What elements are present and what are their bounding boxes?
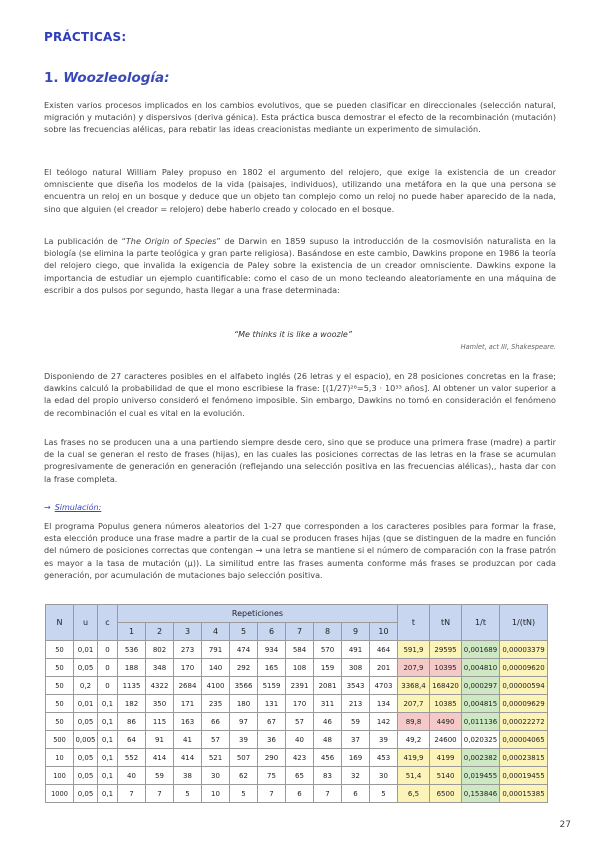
table-cell: 171 (174, 695, 202, 713)
header-rep-7: 7 (286, 623, 314, 641)
arrow-right-icon: → (44, 503, 51, 512)
table-cell: 140 (202, 659, 230, 677)
table-cell: 456 (314, 749, 342, 767)
table-cell: 37 (342, 731, 370, 749)
table-cell: 0,05 (74, 659, 98, 677)
paragraph-probability: Disponiendo de 27 caracteres posibles en el alfabeto inglés (26 letras y el espacio), en 28 posiciones concretas en la frase; dawkins calculó la probabilidad de que el mono escribiese la frase: [(1/27)²⁸=5,3 · 10³³ años]. Al obtener un valor superior a la edad del propio universo consideró el fenómeno imposible. Sin embargo, Dawkins no tomó en consideración el fenómeno de recombinación el cual es vital en la evolución. (44, 371, 556, 418)
table-cell: 1135 (118, 677, 146, 695)
table-cell: 521 (202, 749, 230, 767)
table-cell: 207,9 (398, 659, 430, 677)
section-title: PRÁCTICAS: (44, 30, 127, 44)
table-cell: 0,004815 (462, 695, 500, 713)
table-cell: 0,05 (74, 749, 98, 767)
table-cell: 591,9 (398, 641, 430, 659)
table-cell: 423 (286, 749, 314, 767)
table-cell: 0,020325 (462, 731, 500, 749)
table-cell: 91 (146, 731, 174, 749)
table-cell: 32 (342, 767, 370, 785)
table-cell: 802 (146, 641, 174, 659)
table-cell: 36 (258, 731, 286, 749)
table-cell: 40 (118, 767, 146, 785)
table-cell: 0,05 (74, 785, 98, 803)
table-cell: 0,1 (98, 785, 118, 803)
table-cell: 0,00000594 (500, 677, 548, 695)
header-rep-10: 10 (370, 623, 398, 641)
header-rep-6: 6 (258, 623, 286, 641)
table-cell: 0,1 (98, 695, 118, 713)
table-cell: 213 (342, 695, 370, 713)
table-cell: 39 (370, 731, 398, 749)
table-cell: 292 (230, 659, 258, 677)
table-cell: 182 (118, 695, 146, 713)
table-cell: 6 (286, 785, 314, 803)
table-cell: 1000 (46, 785, 74, 803)
table-cell: 5 (370, 785, 398, 803)
table-cell: 584 (286, 641, 314, 659)
table-cell: 7 (146, 785, 174, 803)
table-cell: 453 (370, 749, 398, 767)
table-cell: 100 (46, 767, 74, 785)
table-cell: 348 (146, 659, 174, 677)
table-cell: 0,1 (98, 731, 118, 749)
table-cell: 6500 (430, 785, 462, 803)
table-row (46, 749, 548, 767)
table-cell: 0,05 (74, 713, 98, 731)
header-rep-9: 9 (342, 623, 370, 641)
table-cell: 0,01 (74, 641, 98, 659)
table-cell: 5140 (430, 767, 462, 785)
table-cell: 6,5 (398, 785, 430, 803)
table-cell: 188 (118, 659, 146, 677)
table-cell: 507 (230, 749, 258, 767)
table-cell: 169 (342, 749, 370, 767)
table-cell: 7 (258, 785, 286, 803)
table-cell: 0,1 (98, 767, 118, 785)
header-t: t (398, 605, 430, 641)
header-rep-1: 1 (118, 623, 146, 641)
paragraph-paley: El teólogo natural William Paley propuso en 1802 el argumento del relojero, que exige la existencia de un creador omnisciente que diseña los modelos de la vida (paisajes, individuos), utilizando una metáfora en la que una persona se encuentra un reloj en un bosque y deduce que un objeto tan complejo como un reloj no puede haber aparecido de la nada, sino que alguien (el creador = relojero) debe haberlo creado y colocado en el bosque. (44, 167, 556, 214)
table-row (46, 713, 548, 731)
table-cell: 108 (286, 659, 314, 677)
table-cell: 0,2 (74, 677, 98, 695)
quote-text: “Me thinks it is like a woozle” (234, 330, 352, 339)
header-inv-tn: 1/(tN) (500, 605, 548, 641)
table-cell: 97 (230, 713, 258, 731)
quote-source: Hamlet, act III, Shakespeare. (460, 343, 556, 351)
table-cell: 134 (370, 695, 398, 713)
table-cell: 4322 (146, 677, 174, 695)
table-cell: 86 (118, 713, 146, 731)
table-cell: 414 (174, 749, 202, 767)
table-cell: 38 (174, 767, 202, 785)
simulation-label: Simulación: (54, 503, 102, 512)
table-cell: 0 (98, 641, 118, 659)
table-cell: 0,00003379 (500, 641, 548, 659)
table-row (46, 677, 548, 695)
table-cell: 75 (258, 767, 286, 785)
table-cell: 0,00019455 (500, 767, 548, 785)
table-cell: 2684 (174, 677, 202, 695)
table-cell: 180 (230, 695, 258, 713)
table-cell: 0,00023815 (500, 749, 548, 767)
table-cell: 30 (202, 767, 230, 785)
book-title: The Origin of Species (125, 236, 217, 246)
table-cell: 57 (286, 713, 314, 731)
paragraph-intro: Existen varios procesos implicados en los cambios evolutivos, que se pueden clasificar en direccionales (selección natural, migración y mutación) y dispersivos (deriva génica). Esta práctica busca demostrar el efecto de la recombinación (mutación) sobre las frecuencias alélicas, para rebatir las ideas creacionistas mediante un experimento de simulación. (44, 100, 556, 135)
table-cell: 235 (202, 695, 230, 713)
table-cell: 142 (370, 713, 398, 731)
table-cell: 4199 (430, 749, 462, 767)
subsection-title (44, 70, 170, 86)
table-cell: 570 (314, 641, 342, 659)
paragraph-darwin-after: ” de Darwin en 1859 supuso la introducción de la cosmovisión naturalista en la biología (se elimina la parte teológica y gran parte religiosa). Basándose en este cambio, Dawkins propone en 1986 la teoría del relojero ciego, que invalida la exigencia de Paley sobre la existencia de un creador omnisciente. Dawkins expone la importancia de estudiar un ejemplo cuantificable: como el caso de un mono tecleando aleatoriamente en una máquina de escribir a dos pulsos por segundo, hasta llegar a una frase determinada: (44, 236, 556, 295)
table-cell: 491 (342, 641, 370, 659)
table-cell: 64 (118, 731, 146, 749)
table-cell: 0,001689 (462, 641, 500, 659)
table-cell: 30 (370, 767, 398, 785)
paragraph-recombination: Las frases no se producen una a una partiendo siempre desde cero, sino que se produce una primera frase (madre) a partir de la cual se generan el resto de frases (hijas), en las cuales las posiciones correctas de las letras en la frase se acumulan progresivamente de generación en generación (reflejando una selección positiva en las frecuencias alélicas),, hasta dar con la frase completa. (44, 437, 556, 484)
table-cell: 2081 (314, 677, 342, 695)
table-cell: 474 (230, 641, 258, 659)
table-cell: 39 (230, 731, 258, 749)
table-cell: 552 (118, 749, 146, 767)
subsection-number: 1. (44, 70, 59, 86)
simulation-heading (44, 503, 101, 512)
table-cell: 273 (174, 641, 202, 659)
table-cell: 7 (314, 785, 342, 803)
table-cell: 170 (286, 695, 314, 713)
table-cell: 10 (202, 785, 230, 803)
header-c: c (98, 605, 118, 641)
table-cell: 308 (342, 659, 370, 677)
table-row (46, 695, 548, 713)
table-cell: 57 (202, 731, 230, 749)
header-u: u (74, 605, 98, 641)
table-cell: 50 (46, 641, 74, 659)
table-cell: 0,153846 (462, 785, 500, 803)
table-cell: 419,9 (398, 749, 430, 767)
table-cell: 59 (146, 767, 174, 785)
table-cell: 0,019455 (462, 767, 500, 785)
table-cell: 50 (46, 695, 74, 713)
header-rep-3: 3 (174, 623, 202, 641)
table-cell: 46 (314, 713, 342, 731)
table-cell: 50 (46, 677, 74, 695)
table-cell: 2391 (286, 677, 314, 695)
table-cell: 500 (46, 731, 74, 749)
table-cell: 66 (202, 713, 230, 731)
table-cell: 6 (342, 785, 370, 803)
table-cell: 7 (118, 785, 146, 803)
table-cell: 83 (314, 767, 342, 785)
table-cell: 3543 (342, 677, 370, 695)
table-cell: 0,05 (74, 767, 98, 785)
header-tn: tN (430, 605, 462, 641)
table-cell: 0,000297 (462, 677, 500, 695)
table-cell: 4100 (202, 677, 230, 695)
table-cell: 207,7 (398, 695, 430, 713)
header-rep-5: 5 (230, 623, 258, 641)
table-cell: 0,002382 (462, 749, 500, 767)
table-row (46, 785, 548, 803)
table-cell: 350 (146, 695, 174, 713)
header-inv-t: 1/t (462, 605, 500, 641)
table-cell: 67 (258, 713, 286, 731)
table-cell: 414 (146, 749, 174, 767)
table-cell: 311 (314, 695, 342, 713)
header-rep-2: 2 (146, 623, 174, 641)
table-cell: 0 (98, 659, 118, 677)
header-rep-8: 8 (314, 623, 342, 641)
table-cell: 0 (98, 677, 118, 695)
table-cell: 65 (286, 767, 314, 785)
header-n: N (46, 605, 74, 641)
table-cell: 40 (286, 731, 314, 749)
table-cell: 89,8 (398, 713, 430, 731)
table-cell: 50 (46, 713, 74, 731)
table-cell: 0,004810 (462, 659, 500, 677)
table-row (46, 659, 548, 677)
table-cell: 168420 (430, 677, 462, 695)
table-cell: 62 (230, 767, 258, 785)
table-cell: 5 (230, 785, 258, 803)
table-cell: 290 (258, 749, 286, 767)
table-cell: 10 (46, 749, 74, 767)
results-table (45, 604, 548, 803)
table-cell: 3368,4 (398, 677, 430, 695)
table-row (46, 641, 548, 659)
table-cell: 131 (258, 695, 286, 713)
table-cell: 163 (174, 713, 202, 731)
table-cell: 51,4 (398, 767, 430, 785)
subsection-label: Woozleología: (63, 70, 170, 86)
table-cell: 29595 (430, 641, 462, 659)
table-cell: 0,011136 (462, 713, 500, 731)
page-number: 27 (559, 820, 571, 830)
table-cell: 159 (314, 659, 342, 677)
table-row (46, 731, 548, 749)
table-cell: 59 (342, 713, 370, 731)
table-cell: 0,005 (74, 731, 98, 749)
table-cell: 4703 (370, 677, 398, 695)
table-cell: 0,00022272 (500, 713, 548, 731)
table-cell: 0,1 (98, 749, 118, 767)
table-cell: 0,00009620 (500, 659, 548, 677)
table-cell: 5159 (258, 677, 286, 695)
table-cell: 464 (370, 641, 398, 659)
table-cell: 934 (258, 641, 286, 659)
table-cell: 201 (370, 659, 398, 677)
table-cell: 10385 (430, 695, 462, 713)
table-cell: 41 (174, 731, 202, 749)
table-cell: 49,2 (398, 731, 430, 749)
table-cell: 115 (146, 713, 174, 731)
table-cell: 48 (314, 731, 342, 749)
table-cell: 791 (202, 641, 230, 659)
table-cell: 24600 (430, 731, 462, 749)
table-cell: 5 (174, 785, 202, 803)
table-cell: 165 (258, 659, 286, 677)
table-cell: 0,00015385 (500, 785, 548, 803)
table-row (46, 767, 548, 785)
table-cell: 10395 (430, 659, 462, 677)
paragraph-darwin (44, 235, 556, 296)
table-cell: 0,00009629 (500, 695, 548, 713)
paragraph-darwin-before: La publicación de “ (44, 236, 126, 246)
table-cell: 0,01 (74, 695, 98, 713)
table-cell: 4490 (430, 713, 462, 731)
paragraph-populus: El programa Populus genera números aleatorios del 1-27 que corresponden a los caracteres posibles para formar la frase, esta elección produce una frase madre a partir de la cual se producen frases hijas (que se distinguen de la madre en función del número de posiciones correctas que contengan → una letra se mantiene si el número de comparación con la frase patrón es mayor a la tasa de mutación (μ)). La similitud entre las frases aumenta conforme más frases se produzcan por cada generación, por acumulación de mutaciones bajo selección positiva. (44, 521, 556, 580)
table-cell: 0,1 (98, 713, 118, 731)
table-cell: 0,00004065 (500, 731, 548, 749)
header-repetitions: Repeticiones (118, 605, 398, 623)
header-rep-4: 4 (202, 623, 230, 641)
table-cell: 3566 (230, 677, 258, 695)
table-cell: 536 (118, 641, 146, 659)
table-cell: 170 (174, 659, 202, 677)
table-cell: 50 (46, 659, 74, 677)
